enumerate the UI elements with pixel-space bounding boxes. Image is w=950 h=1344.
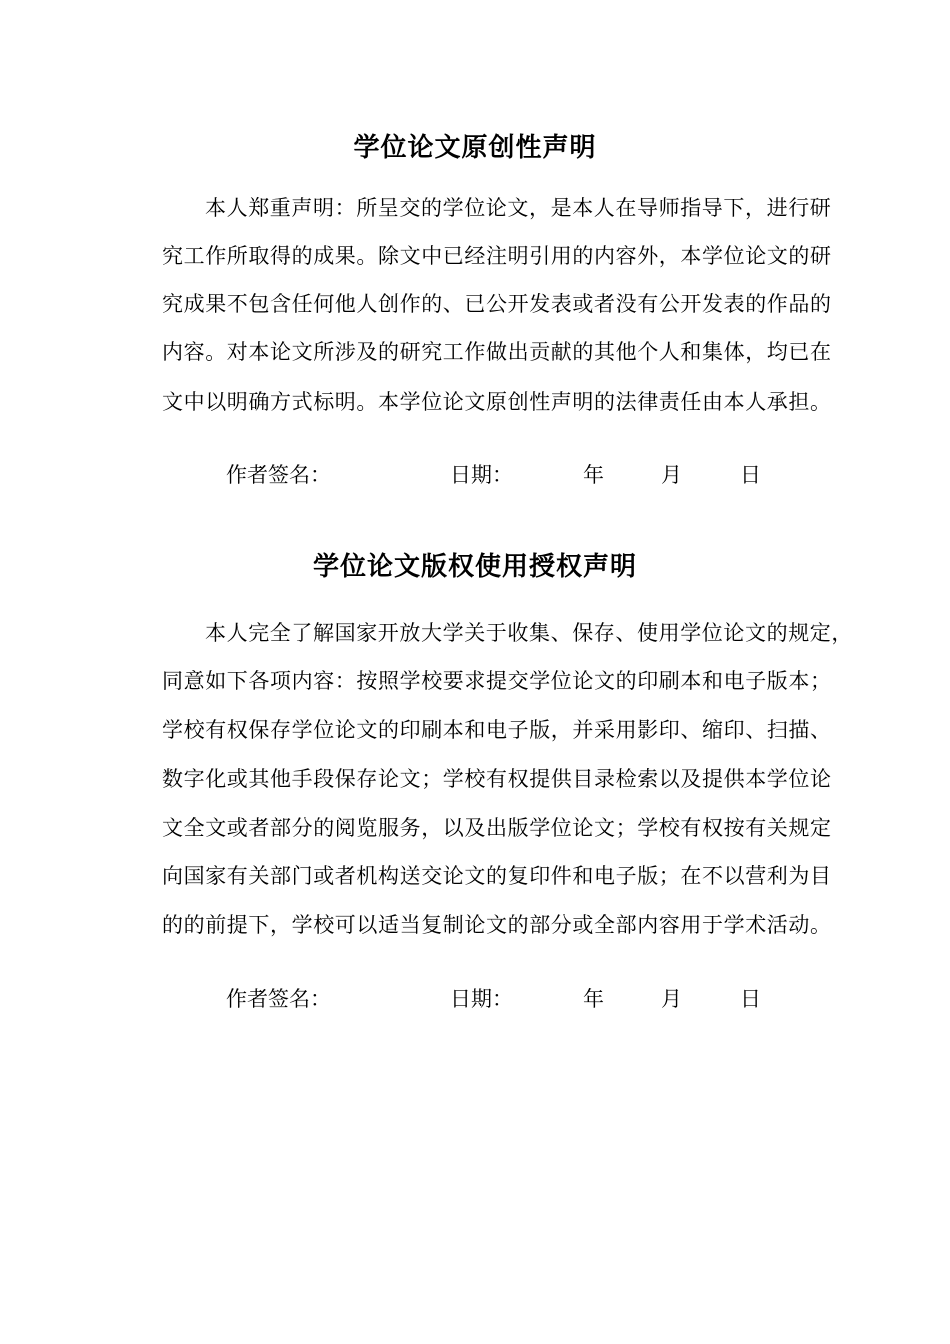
- copyright-paragraph-line: 数字化或其他手段保存论文；学校有权提供目录检索以及提供本学位论: [162, 767, 832, 791]
- copyright-paragraph-line: 的的前提下，学校可以适当复制论文的部分或全部内容用于学术活动。: [162, 913, 832, 937]
- copyright-paragraph-line: 本人完全了解国家开放大学关于收集、保存、使用学位论文的规定，: [205, 621, 853, 645]
- copyright-paragraph-line: 文全文或者部分的阅览服务，以及出版学位论文；学校有权按有关规定: [162, 816, 832, 840]
- day-label: 日: [740, 987, 761, 1011]
- day-label: 日: [740, 463, 761, 487]
- copyright-paragraph-line: 向国家有关部门或者机构送交论文的复印件和电子版；在不以营利为目: [162, 864, 832, 888]
- year-label: 年: [583, 463, 604, 487]
- originality-paragraph-line: 究成果不包含任何他人创作的、已公开发表或者没有公开发表的作品的: [162, 292, 832, 316]
- month-label: 月: [661, 463, 682, 487]
- originality-paragraph-line: 本人郑重声明：所呈交的学位论文，是本人在导师指导下，进行研: [205, 196, 832, 220]
- date-label: 日期：: [450, 987, 513, 1011]
- originality-paragraph-line: 内容。对本论文所涉及的研究工作做出贡献的其他个人和集体，均已在: [162, 340, 832, 364]
- year-label: 年: [583, 987, 604, 1011]
- copyright-authorization-title: 学位论文版权使用授权声明: [312, 552, 637, 582]
- originality-paragraph-line: 究工作所取得的成果。除文中已经注明引用的内容外，本学位论文的研: [162, 244, 832, 268]
- author-signature-label: 作者签名：: [226, 463, 331, 487]
- originality-paragraph-line: 文中以明确方式标明。本学位论文原创性声明的法律责任由本人承担。: [162, 390, 832, 414]
- author-signature-label: 作者签名：: [226, 987, 331, 1011]
- originality-declaration-title: 学位论文原创性声明: [353, 133, 597, 163]
- copyright-paragraph-line: 同意如下各项内容：按照学校要求提交学位论文的印刷本和电子版本；: [162, 669, 832, 693]
- copyright-paragraph-line: 学校有权保存学位论文的印刷本和电子版，并采用影印、缩印、扫描、: [162, 718, 832, 742]
- date-label: 日期：: [450, 463, 513, 487]
- month-label: 月: [661, 987, 682, 1011]
